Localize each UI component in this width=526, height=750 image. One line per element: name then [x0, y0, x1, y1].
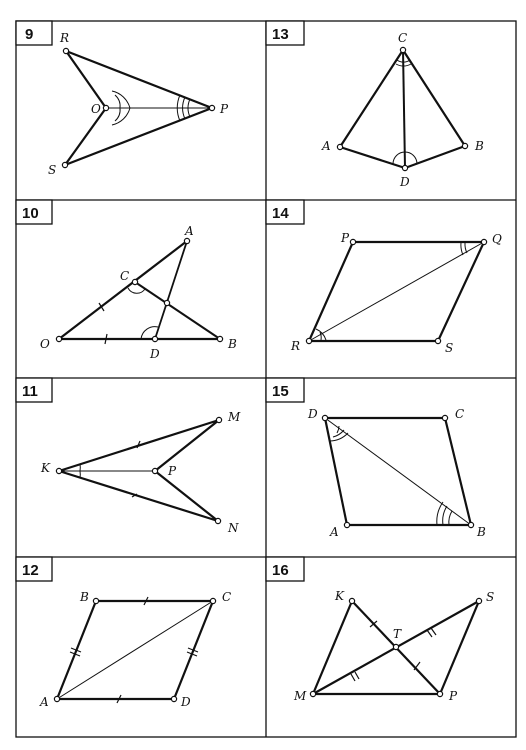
label-15-D: D [308, 407, 318, 421]
label-10-B: B [228, 337, 237, 351]
label-12-A: A [40, 695, 49, 709]
label-11-K: K [41, 461, 50, 475]
label-13-D: D [400, 175, 410, 189]
label-13-A: A [322, 139, 331, 153]
problem-number-9: 9 [25, 26, 34, 43]
figure-9 [62, 48, 214, 167]
label-15-A: A [330, 525, 339, 539]
problem-number-14: 14 [272, 205, 289, 222]
label-14-P: P [341, 231, 350, 245]
problem-number-11: 11 [22, 383, 38, 400]
label-12-B: B [80, 590, 89, 604]
figure-13 [337, 47, 467, 170]
label-13-C: C [398, 31, 408, 45]
label-10-O: O [40, 337, 50, 351]
label-16-T: T [393, 627, 402, 641]
label-12-C: C [222, 590, 232, 604]
label-15-C: C [455, 407, 465, 421]
problem-number-10: 10 [22, 205, 39, 222]
label-9-P: P [220, 102, 229, 116]
figure-14 [306, 239, 486, 343]
label-11-P: P [168, 464, 177, 478]
problem-number-12: 12 [22, 562, 39, 579]
label-16-M: M [294, 689, 307, 703]
label-10-C: C [120, 269, 130, 283]
label-14-R: R [291, 339, 301, 353]
label-16-S: S [486, 590, 495, 604]
figure-10 [56, 238, 222, 344]
label-11-N: N [228, 521, 239, 535]
number-boxes [16, 21, 304, 581]
label-15-B: B [477, 525, 486, 539]
label-14-S: S [445, 341, 454, 355]
figure-16 [310, 598, 481, 696]
label-14-Q: Q [492, 232, 502, 246]
problem-number-13: 13 [272, 26, 289, 43]
problem-number-16: 16 [272, 562, 289, 579]
label-9-O: O [91, 102, 101, 116]
label-9-R: R [60, 31, 70, 45]
figure-15 [322, 415, 473, 527]
label-16-K: K [335, 589, 344, 603]
figure-12 [54, 597, 215, 703]
label-10-D: D [150, 347, 160, 361]
label-10-A: A [185, 224, 194, 238]
figure-11 [56, 417, 221, 523]
label-11-M: M [228, 410, 241, 424]
label-12-D: D [181, 695, 191, 709]
label-9-S: S [48, 163, 57, 177]
label-13-B: B [475, 139, 484, 153]
label-16-P: P [449, 689, 458, 703]
problem-number-15: 15 [272, 383, 289, 400]
